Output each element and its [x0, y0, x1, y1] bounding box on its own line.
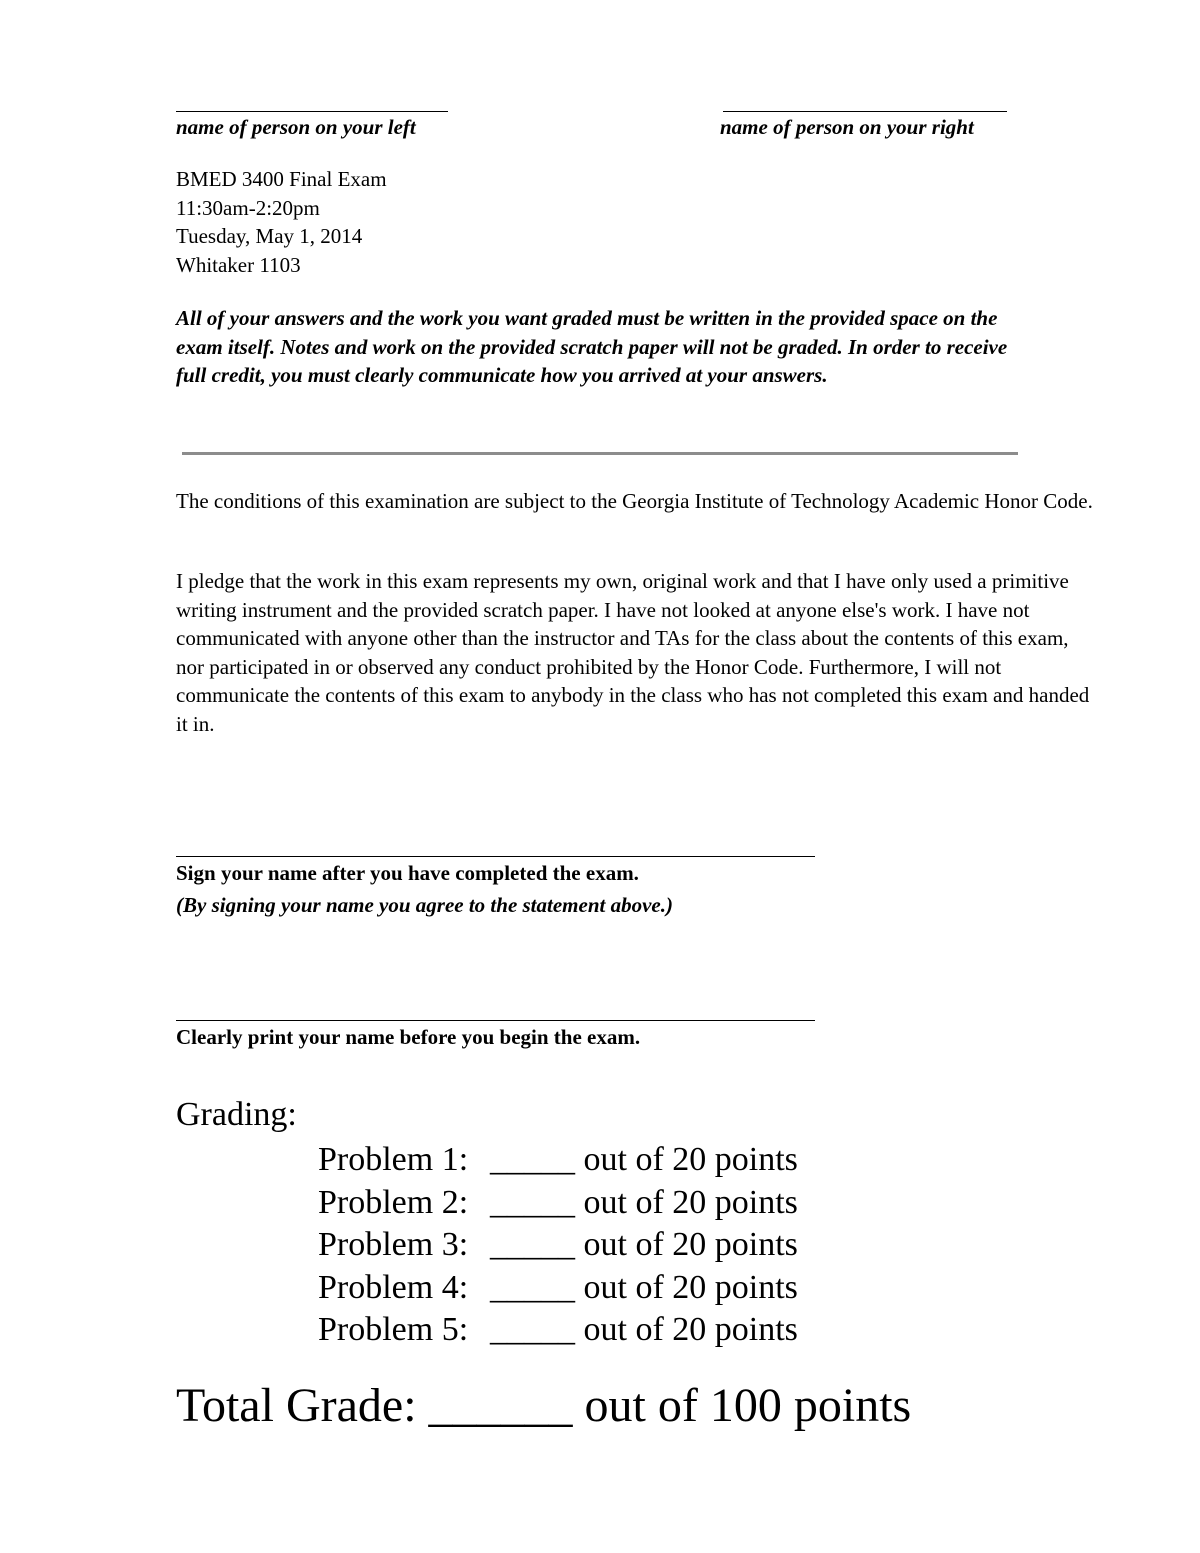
right-neighbor-label: name of person on your right: [720, 115, 974, 139]
problem-points: out of 20 points: [583, 1311, 798, 1348]
exam-room: Whitaker 1103: [176, 252, 301, 277]
exam-date: Tuesday, May 1, 2014: [176, 224, 363, 248]
score-blank[interactable]: _____: [490, 1226, 575, 1263]
right-neighbor-name-line[interactable]: [723, 111, 1007, 112]
score-blank[interactable]: _____: [490, 1268, 575, 1306]
problem-points: out of 20 points: [583, 1141, 798, 1178]
grading-problem-list: [318, 1139, 798, 1352]
problem-label: Problem 1:: [318, 1141, 469, 1178]
exam-info-block: [176, 165, 387, 279]
left-neighbor-name-line[interactable]: [176, 111, 448, 112]
signature-label: Sign your name after you have completed the exam.: [176, 861, 639, 885]
honor-pledge: I pledge that the work in this exam represents my own, original work and that I have only used a primitive writing instrument and the provided scratch paper. I have not looked at anyone else's work. I have not communicated with anyone other than the instructor and TAs for the class about the contents of this exam, nor participated in or observed any conduct prohibited by the Honor Code. Furthermore, I will not communicate the contents of this exam to anybody in the class who has not completed this exam and handed it in.: [176, 569, 1090, 736]
print-name-label: Clearly print your name before you begin the exam.: [176, 1025, 641, 1049]
print-name-line[interactable]: [176, 1020, 815, 1021]
grading-row: [318, 1309, 798, 1352]
score-blank[interactable]: _____: [490, 1141, 575, 1178]
problem-points: out of 20 points: [583, 1268, 798, 1306]
signature-line[interactable]: [176, 856, 815, 857]
honor-code-conditions: The conditions of this examination are subject to the Georgia Institute of Technology Academic Honor Code.: [176, 489, 1093, 513]
problem-label: Problem 4:: [318, 1268, 469, 1306]
score-blank[interactable]: _____: [490, 1311, 575, 1348]
total-grade: Total Grade: ______ out of 100 points: [176, 1379, 912, 1432]
problem-label: Problem 3:: [318, 1226, 469, 1263]
grading-row: [318, 1139, 798, 1182]
grading-row: [318, 1224, 798, 1267]
section-divider: [182, 452, 1018, 455]
exam-instructions: All of your answers and the work you want graded must be written in the provided space on the exam itself. Notes and work on the provided scratch paper will not be graded. In order to receive full credit, you must clearly communicate how you arrived at your answers.: [176, 306, 1008, 387]
left-neighbor-label: name of person on your left: [176, 115, 416, 139]
grading-row: [318, 1182, 798, 1225]
problem-points: out of 20 points: [583, 1183, 798, 1221]
problem-label: Problem 2:: [318, 1183, 469, 1221]
grading-title: Grading:: [176, 1096, 297, 1133]
exam-time: 11:30am-2:20pm: [176, 195, 320, 220]
score-blank[interactable]: _____: [490, 1183, 575, 1221]
problem-points: out of 20 points: [583, 1226, 798, 1263]
exam-course-title: BMED 3400 Final Exam: [176, 167, 387, 191]
signature-agreement-note: (By signing your name you agree to the statement above.): [176, 893, 673, 917]
grading-row: [318, 1267, 798, 1310]
problem-label: Problem 5:: [318, 1311, 469, 1348]
